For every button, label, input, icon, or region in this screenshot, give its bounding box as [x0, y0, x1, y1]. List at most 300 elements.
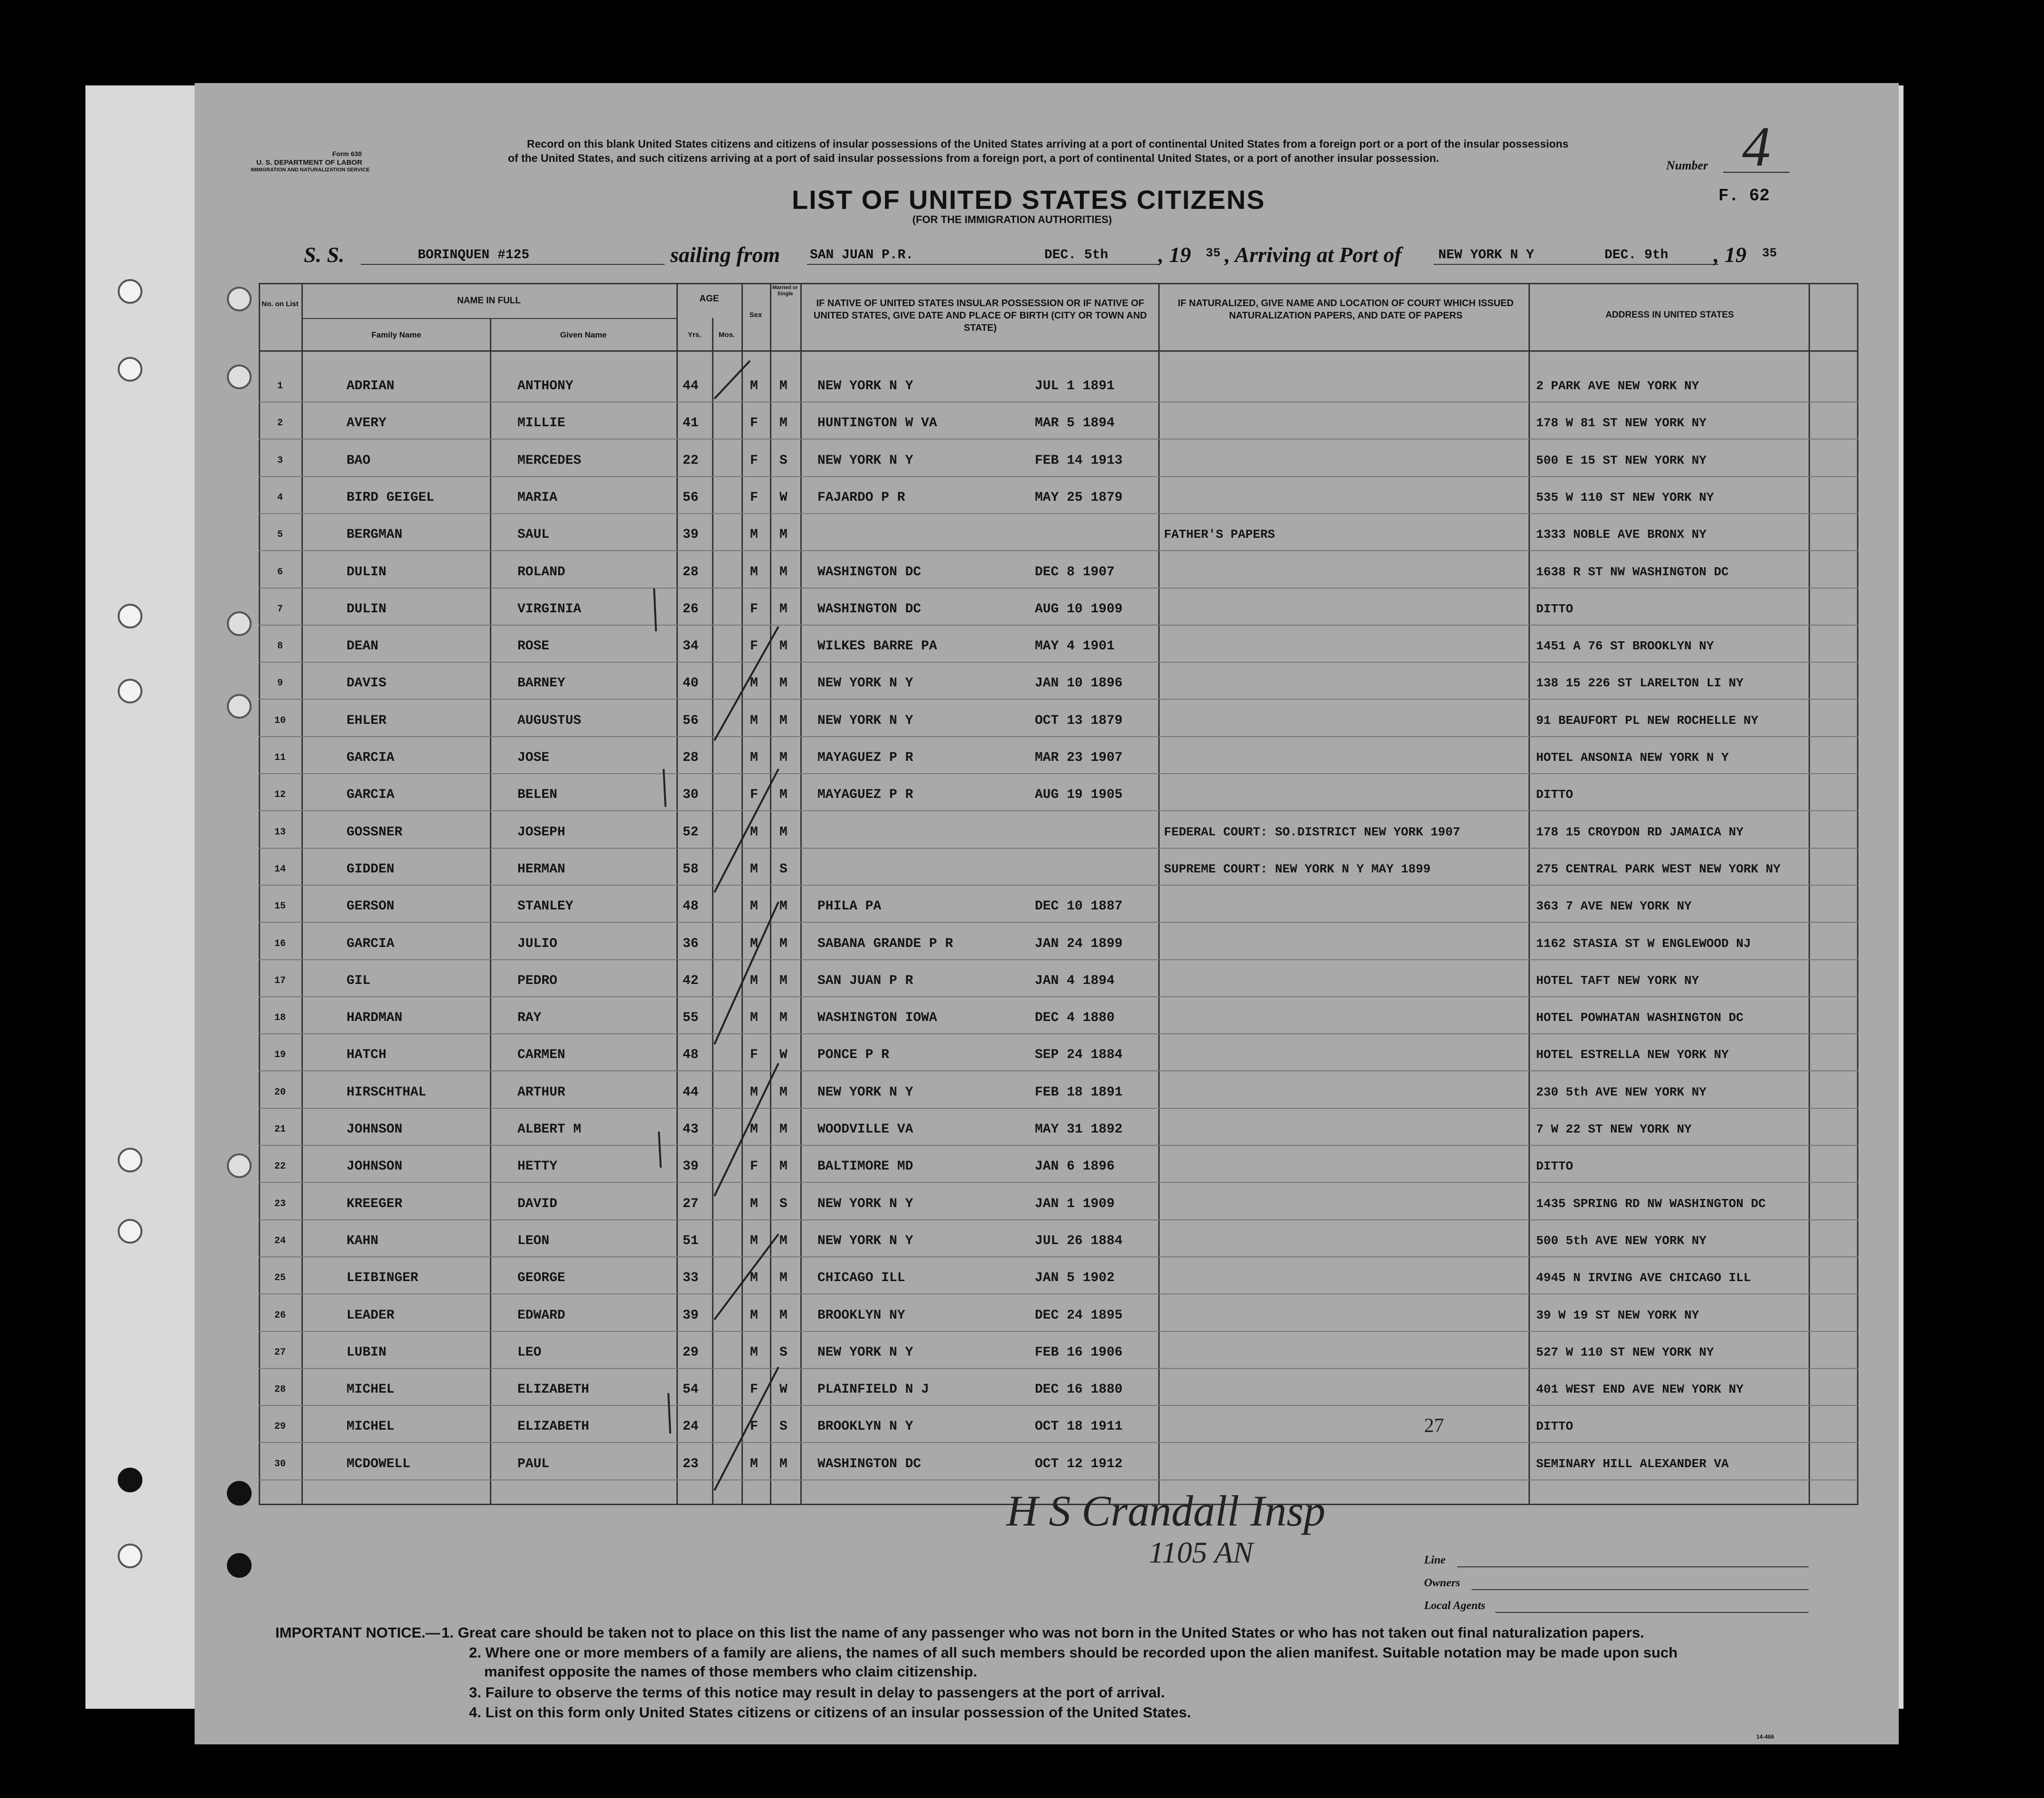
birth-date: SEP 24 1884	[1035, 1048, 1123, 1063]
birth-place: WASHINGTON DC	[817, 601, 921, 617]
marital-status: M	[779, 1085, 788, 1100]
given-name: JOSEPH	[517, 824, 565, 840]
col-divider	[259, 283, 260, 1505]
sex: M	[750, 1233, 758, 1248]
age-years: 41	[683, 416, 699, 431]
arrival-year: 35	[1762, 246, 1777, 260]
row-rule	[259, 959, 1858, 960]
address: HOTEL ESTRELLA NEW YORK NY	[1536, 1048, 1729, 1062]
given-name: MARIA	[517, 490, 558, 505]
address: 363 7 AVE NEW YORK NY	[1536, 899, 1692, 914]
birth-date: JAN 10 1896	[1035, 676, 1123, 691]
family-name: MICHEL	[347, 1419, 394, 1434]
row-rule	[259, 1145, 1858, 1146]
given-name: VIRGINIA	[517, 601, 581, 617]
row-number: 17	[274, 975, 286, 986]
col-divider	[1857, 283, 1858, 1505]
arrival-year-prefix: , 19	[1714, 243, 1746, 267]
col-header-married: Married or Single	[772, 285, 798, 297]
col-header-address: ADDRESS IN UNITED STATES	[1605, 310, 1734, 320]
col-header-birth: IF NATIVE OF UNITED STATES INSULAR POSSESSION OR IF NATIVE OF UNITED STATES, GIVE DATE AND PLACE OF BIRTH (CITY OR TOWN AND STATE)	[813, 298, 1147, 333]
address: 178 W 81 ST NEW YORK NY	[1536, 416, 1706, 431]
row-number: 27	[274, 1347, 286, 1358]
birth-date: AUG 10 1909	[1035, 601, 1123, 617]
marital-status: S	[779, 1196, 788, 1211]
family-name: MCDOWELL	[347, 1456, 411, 1471]
owners-label: Owners	[1424, 1577, 1461, 1589]
col-divider	[770, 283, 771, 1505]
age-years: 39	[683, 1159, 699, 1174]
departure-date: DEC. 5th	[1044, 248, 1108, 262]
family-name: AVERY	[347, 416, 387, 431]
marital-status: M	[779, 824, 788, 840]
form-subtitle: (FOR THE IMMIGRATION AUTHORITIES)	[912, 214, 1112, 225]
arrival-date: DEC. 9th	[1604, 248, 1669, 262]
birth-date: DEC 4 1880	[1035, 1011, 1115, 1026]
birth-place: PHILA PA	[817, 899, 881, 914]
address: 1451 A 76 ST BROOKLYN NY	[1536, 639, 1714, 654]
given-name: ROSE	[517, 639, 550, 654]
row-number: 10	[274, 715, 286, 726]
row-rule	[259, 1033, 1858, 1034]
age-years: 44	[683, 379, 699, 393]
age-years: 48	[683, 899, 699, 914]
age-years: 34	[683, 639, 699, 654]
family-name: LEIBINGER	[347, 1271, 419, 1286]
given-name: ELIZABETH	[517, 1382, 590, 1397]
birth-place: WASHINGTON DC	[817, 564, 921, 580]
address: HOTEL POWHATAN WASHINGTON DC	[1536, 1011, 1744, 1025]
row-number: 5	[277, 529, 283, 541]
row-number: 14	[274, 863, 286, 875]
row-number: 9	[277, 678, 283, 689]
sex: M	[750, 1345, 758, 1360]
birth-place: NEW YORK N Y	[817, 713, 913, 728]
age-years: 56	[683, 490, 699, 505]
sex: M	[750, 1122, 758, 1137]
row-rule	[259, 996, 1858, 997]
age-years: 29	[683, 1345, 699, 1360]
marital-status: M	[779, 601, 788, 617]
age-years: 54	[683, 1382, 699, 1397]
marital-status: M	[779, 564, 788, 580]
given-name: ELIZABETH	[517, 1419, 590, 1434]
row-rule	[259, 625, 1858, 626]
form-instructions: Record on this blank United States citizens and citizens of insular possessions of the United States arriving at a port of continental United States from a foreign port or a port of the insular possessions of the United States, and such citizens arriving at a port of said insular possessions from a foreign port, a port of continental United States, or a port of another insular possession.	[508, 138, 1569, 164]
given-name: GEORGE	[517, 1271, 565, 1286]
col-divider	[1809, 283, 1810, 1505]
family-name: JOHNSON	[347, 1159, 403, 1174]
table-top-border	[259, 283, 1858, 284]
print-code: 14-466	[1756, 1733, 1774, 1740]
marital-status: M	[779, 1308, 788, 1323]
sheet-hole	[227, 1481, 252, 1506]
given-name: EDWARD	[517, 1308, 565, 1323]
sex: M	[750, 564, 758, 580]
subheader-line	[301, 318, 676, 319]
family-name: GARCIA	[347, 750, 394, 765]
address: DITTO	[1536, 1419, 1574, 1434]
row-number: 8	[277, 641, 283, 652]
row-number: 22	[274, 1161, 286, 1172]
sex: M	[750, 973, 758, 988]
number-label: Number	[1666, 159, 1708, 172]
birth-date: JUL 1 1891	[1035, 379, 1115, 393]
age-years: 36	[683, 936, 699, 951]
marital-status: M	[779, 1159, 788, 1174]
age-years: 24	[683, 1419, 699, 1434]
sex: M	[750, 1085, 758, 1100]
family-name: EHLER	[347, 713, 387, 728]
arrival-port: NEW YORK N Y	[1438, 248, 1534, 262]
age-years: 39	[683, 1308, 699, 1323]
given-name: JOSE	[517, 750, 550, 765]
form-title: LIST OF UNITED STATES CITIZENS	[792, 185, 1266, 215]
family-name: GOSSNER	[347, 824, 403, 840]
sex: F	[750, 1382, 758, 1397]
col-header-yrs: Yrs.	[687, 331, 702, 339]
birth-date: JAN 24 1899	[1035, 936, 1123, 951]
address: 500 5th AVE NEW YORK NY	[1536, 1233, 1706, 1248]
age-years: 42	[683, 973, 699, 988]
marital-status: M	[779, 527, 788, 543]
family-name: DULIN	[347, 564, 387, 580]
line-underline	[1457, 1566, 1809, 1567]
birth-place: NEW YORK N Y	[817, 1233, 913, 1248]
row-rule	[259, 1442, 1858, 1443]
given-name: JULIO	[517, 936, 558, 951]
marital-status: S	[779, 862, 788, 877]
sex: F	[750, 1159, 758, 1174]
arrival-underline	[1434, 264, 1718, 265]
birth-place: FAJARDO P R	[817, 490, 905, 505]
family-name: LEADER	[347, 1308, 394, 1323]
birth-place: NEW YORK N Y	[817, 379, 913, 393]
agents-underline	[1495, 1612, 1809, 1613]
form-number: Form 630	[332, 150, 362, 158]
marital-status: M	[779, 1456, 788, 1471]
marital-status: M	[779, 973, 788, 988]
given-name: SAUL	[517, 527, 550, 543]
row-number: 1	[277, 381, 283, 392]
row-number: 30	[274, 1458, 286, 1470]
row-rule	[259, 1293, 1858, 1294]
row-number: 26	[274, 1310, 286, 1321]
given-name: LEON	[517, 1233, 550, 1248]
birth-date: MAY 25 1879	[1035, 490, 1123, 505]
address: 91 BEAUFORT PL NEW ROCHELLE NY	[1536, 713, 1759, 728]
sex: M	[750, 379, 758, 393]
row-number: 4	[277, 492, 283, 503]
birth-date: MAR 5 1894	[1035, 416, 1115, 431]
family-name: DULIN	[347, 601, 387, 617]
col-header-age: AGE	[699, 294, 719, 304]
birth-place: PLAINFIELD N J	[817, 1382, 929, 1397]
age-years: 40	[683, 676, 699, 691]
address: 138 15 226 ST LARELTON LI NY	[1536, 676, 1744, 691]
sex: F	[750, 453, 758, 468]
notice-title: IMPORTANT NOTICE.—	[275, 1624, 441, 1641]
given-name: ARTHUR	[517, 1085, 565, 1100]
binder-hole	[118, 604, 142, 628]
sex: M	[750, 1456, 758, 1471]
local-agents-label: Local Agents	[1424, 1600, 1486, 1612]
address: 7 W 22 ST NEW YORK NY	[1536, 1122, 1692, 1136]
address: 500 E 15 ST NEW YORK NY	[1536, 453, 1706, 468]
row-rule	[259, 810, 1858, 811]
binder-hole	[118, 357, 142, 382]
col-header-mos: Mos.	[718, 331, 735, 339]
row-rule	[259, 439, 1858, 440]
binder-hole	[118, 1544, 142, 1568]
age-years: 22	[683, 453, 699, 468]
address: 230 5th AVE NEW YORK NY	[1536, 1085, 1706, 1099]
family-name: DEAN	[347, 639, 379, 654]
marital-status: W	[779, 490, 788, 505]
row-number: 15	[274, 901, 286, 912]
row-number: 13	[274, 826, 286, 838]
family-name: HATCH	[347, 1048, 387, 1063]
address: 1435 SPRING RD NW WASHINGTON DC	[1536, 1196, 1766, 1211]
marital-status: S	[779, 453, 788, 468]
notice-item-3: 3. Failure to observe the terms of this notice may result in delay to passengers at the port of arrival.	[469, 1684, 1165, 1701]
birth-date: JAN 4 1894	[1035, 973, 1115, 988]
family-name: GIDDEN	[347, 862, 394, 877]
row-number: 2	[277, 418, 283, 429]
row-number: 19	[274, 1049, 286, 1061]
birth-place: BROOKLYN NY	[817, 1308, 905, 1323]
sex: F	[750, 416, 758, 431]
row-rule	[259, 1405, 1858, 1406]
birth-date: OCT 13 1879	[1035, 713, 1123, 728]
row-rule	[259, 476, 1858, 477]
address: 178 15 CROYDON RD JAMAICA NY	[1536, 824, 1744, 839]
row-count-note: 27	[1424, 1415, 1444, 1437]
row-rule	[259, 773, 1858, 774]
address: DITTO	[1536, 1159, 1574, 1174]
birth-place: WASHINGTON IOWA	[817, 1011, 938, 1026]
binder-hole	[118, 679, 142, 703]
family-name: BIRD GEIGEL	[347, 490, 434, 505]
marital-status: M	[779, 1233, 788, 1248]
age-years: 43	[683, 1122, 699, 1137]
sex: M	[750, 527, 758, 543]
birth-date: JAN 6 1896	[1035, 1159, 1115, 1174]
age-years: 33	[683, 1271, 699, 1286]
family-name: JOHNSON	[347, 1122, 403, 1137]
owners-underline	[1472, 1589, 1809, 1590]
birth-place: WOODVILLE VA	[817, 1122, 913, 1137]
row-number: 25	[274, 1273, 286, 1284]
age-years: 55	[683, 1011, 699, 1026]
address: 39 W 19 ST NEW YORK NY	[1536, 1308, 1699, 1322]
binder-hole	[118, 1468, 142, 1492]
address: SEMINARY HILL ALEXANDER VA	[1536, 1456, 1729, 1471]
birth-date: FEB 18 1891	[1035, 1085, 1123, 1100]
service: IMMIGRATION AND NATURALIZATION SERVICE	[251, 167, 370, 173]
notice-item-4: 4. List on this form only United States citizens or citizens of an insular possession of the United States.	[469, 1704, 1191, 1721]
birth-date: JAN 5 1902	[1035, 1271, 1115, 1286]
row-rule	[259, 1108, 1858, 1109]
given-name: HETTY	[517, 1159, 558, 1174]
row-rule	[259, 1368, 1858, 1369]
row-number: 20	[274, 1086, 286, 1098]
given-name: RAY	[517, 1011, 542, 1026]
family-name: HARDMAN	[347, 1011, 403, 1026]
marital-status: M	[779, 1271, 788, 1286]
age-years: 39	[683, 527, 699, 543]
sex: M	[750, 1011, 758, 1026]
birth-date: JAN 1 1909	[1035, 1196, 1115, 1211]
sex: F	[750, 490, 758, 505]
notice-item-2-cont: manifest opposite the names of those members who claim citizenship.	[484, 1663, 977, 1680]
inspector-signature: H S Crandall Insp	[1006, 1487, 1326, 1535]
age-years: 26	[683, 601, 699, 617]
birth-date: FEB 14 1913	[1035, 453, 1123, 468]
marital-status: W	[779, 1382, 788, 1397]
birth-date: OCT 12 1912	[1035, 1456, 1123, 1471]
family-name: BAO	[347, 453, 371, 468]
given-name: PAUL	[517, 1456, 550, 1471]
col-divider	[676, 283, 678, 1505]
sheet-hole	[227, 365, 252, 389]
age-years: 56	[683, 713, 699, 728]
age-years: 28	[683, 564, 699, 580]
sex: F	[750, 1419, 758, 1434]
address: 4945 N IRVING AVE CHICAGO ILL	[1536, 1271, 1751, 1285]
row-rule	[259, 1070, 1858, 1071]
family-name: GIL	[347, 973, 371, 988]
marital-status: M	[779, 936, 788, 951]
sex: M	[750, 824, 758, 840]
birth-place: WASHINGTON DC	[817, 1456, 921, 1471]
address: 1333 NOBLE AVE BRONX NY	[1536, 527, 1706, 542]
family-name: KREEGER	[347, 1196, 403, 1211]
given-name: STANLEY	[517, 899, 573, 914]
birth-date: MAR 23 1907	[1035, 750, 1123, 765]
address: 527 W 110 ST NEW YORK NY	[1536, 1345, 1714, 1359]
address: 401 WEST END AVE NEW YORK NY	[1536, 1382, 1744, 1397]
given-name: ALBERT M	[517, 1122, 581, 1137]
address: 535 W 110 ST NEW YORK NY	[1536, 490, 1714, 505]
binder-hole	[118, 1219, 142, 1244]
family-name: GARCIA	[347, 787, 394, 803]
family-name: ADRIAN	[347, 379, 394, 393]
notice-item-1: 1. Great care should be taken not to place on this list the name of any passenger who was not born in the United States or who has not taken out final naturalization papers.	[441, 1624, 1644, 1641]
row-rule	[259, 699, 1858, 700]
birth-place: WILKES BARRE PA	[817, 639, 938, 654]
notice-item-2: 2. Where one or more members of a family are aliens, the names of all such members should be recorded upon the alien manifest. Suitable notation may be made upon such	[469, 1644, 1678, 1661]
birth-place: NEW YORK N Y	[817, 453, 913, 468]
depart-year-prefix: , 19	[1158, 243, 1191, 267]
given-name: AUGUSTUS	[517, 713, 581, 728]
marital-status: M	[779, 1011, 788, 1026]
age-years: 44	[683, 1085, 699, 1100]
row-number: 6	[277, 566, 283, 578]
marital-status: M	[779, 899, 788, 914]
family-name: KAHN	[347, 1233, 379, 1248]
marital-status: M	[779, 639, 788, 654]
row-rule	[259, 848, 1858, 849]
col-divider	[712, 318, 713, 1505]
marital-status: M	[779, 676, 788, 691]
inspector-time: 1105 AN	[1149, 1536, 1253, 1569]
col-divider	[800, 283, 802, 1505]
col-header-naturalized: IF NATURALIZED, GIVE NAME AND LOCATION OF COURT WHICH ISSUED NATURALIZATION PAPERS, AND DATE OF PAPERS	[1178, 298, 1514, 321]
birth-date: DEC 16 1880	[1035, 1382, 1123, 1397]
col-header-no: No. on List	[262, 300, 299, 308]
marital-status: M	[779, 713, 788, 728]
col-divider	[741, 283, 743, 1505]
age-years: 27	[683, 1196, 699, 1211]
given-name: HERMAN	[517, 862, 565, 877]
row-rule	[259, 1256, 1858, 1257]
birth-date: MAY 31 1892	[1035, 1122, 1123, 1137]
row-number: 21	[274, 1124, 286, 1135]
sex: M	[750, 1196, 758, 1211]
sheet-hole	[227, 611, 252, 636]
from-underline	[807, 264, 1158, 265]
binder-hole	[118, 279, 142, 304]
sex: F	[750, 601, 758, 617]
sex: M	[750, 862, 758, 877]
given-name: BARNEY	[517, 676, 565, 691]
marital-status: M	[779, 750, 788, 765]
age-years: 28	[683, 750, 699, 765]
birth-place: BROOKLYN N Y	[817, 1419, 913, 1434]
row-rule	[259, 885, 1858, 886]
row-number: 11	[274, 752, 286, 763]
arriving-label: , Arriving at Port of	[1225, 243, 1402, 267]
birth-place: PONCE P R	[817, 1048, 890, 1063]
sex: F	[750, 1048, 758, 1063]
row-rule	[259, 922, 1858, 923]
row-rule	[259, 1219, 1858, 1220]
birth-place: MAYAGUEZ P R	[817, 750, 913, 765]
departure-year: 35	[1206, 246, 1221, 260]
col-divider	[490, 318, 491, 1505]
birth-place: NEW YORK N Y	[817, 1085, 913, 1100]
marital-status: M	[779, 787, 788, 803]
marital-status: M	[779, 416, 788, 431]
col-header-family: Family Name	[371, 330, 422, 339]
sex: M	[750, 713, 758, 728]
birth-place: SAN JUAN P R	[817, 973, 913, 988]
birth-date: FEB 16 1906	[1035, 1345, 1123, 1360]
sex: M	[750, 750, 758, 765]
naturalization: SUPREME COURT: NEW YORK N Y MAY 1899	[1164, 862, 1431, 876]
age-years: 51	[683, 1233, 699, 1248]
sheet-hole	[227, 1553, 252, 1578]
col-header-sex: Sex	[749, 311, 762, 319]
age-years: 48	[683, 1048, 699, 1063]
given-name: ANTHONY	[517, 379, 573, 393]
birth-date: MAY 4 1901	[1035, 639, 1115, 654]
address: 275 CENTRAL PARK WEST NEW YORK NY	[1536, 862, 1781, 876]
departure-port: SAN JUAN P.R.	[810, 248, 914, 262]
family-name: HIRSCHTHAL	[347, 1085, 427, 1100]
row-rule	[259, 1182, 1858, 1183]
birth-date: OCT 18 1911	[1035, 1419, 1123, 1434]
given-name: DAVID	[517, 1196, 558, 1211]
row-rule	[259, 662, 1858, 663]
given-name: ROLAND	[517, 564, 565, 580]
sex: M	[750, 936, 758, 951]
address: DITTO	[1536, 787, 1574, 802]
ship-underline	[361, 264, 665, 265]
given-name: CARMEN	[517, 1048, 565, 1063]
row-rule	[259, 736, 1858, 737]
